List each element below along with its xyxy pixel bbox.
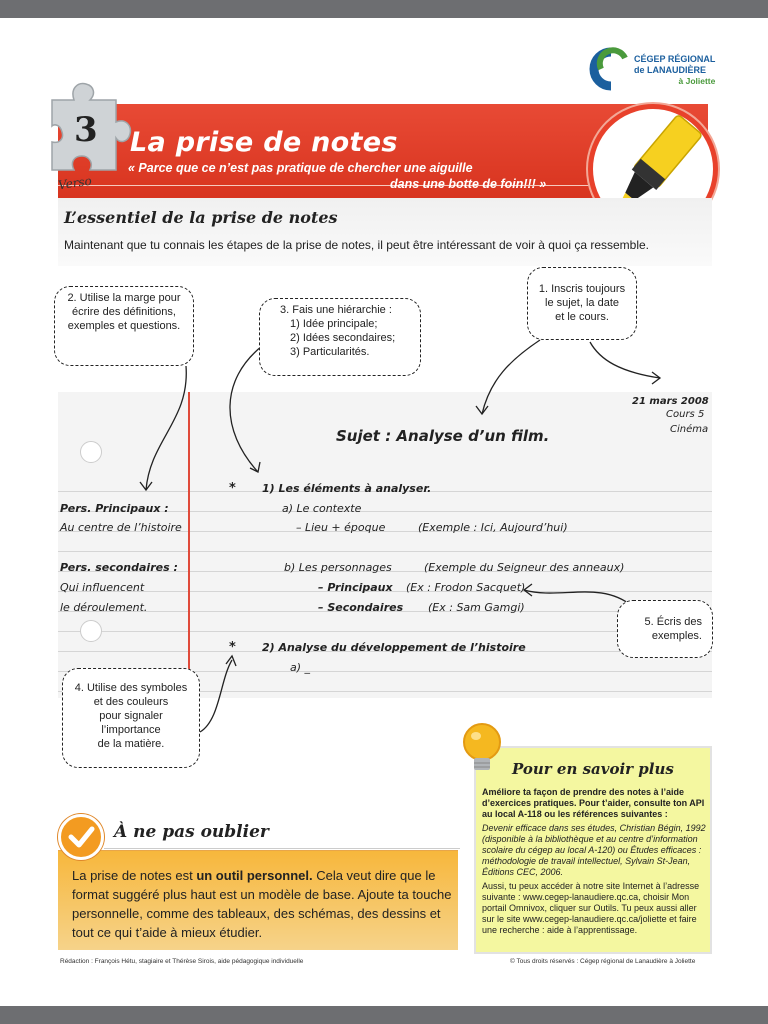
reminder-text [72, 866, 454, 942]
tip-bubble-5 [617, 600, 713, 658]
tip1-line: 1. Inscris toujours [538, 283, 626, 295]
checkmark-icon [61, 817, 101, 857]
tip5-line: 5. Écris des [644, 616, 702, 628]
tip1-line: et le cours. [555, 311, 609, 323]
tip-bubble-1 [527, 267, 637, 340]
note-secondaires-example: (Ex : Sam Gamgi) [428, 601, 525, 614]
tip-bubble-3 [259, 298, 421, 376]
tip3-line: 2) Idées secondaires; [290, 332, 396, 344]
reminder-badge [58, 814, 104, 860]
essentials-text: Maintenant que tu connais les étapes de la prise de notes, il peut être intéressant de voir à quoi ça ressemble. [64, 238, 650, 252]
note-heading-2: 2) Analyse du développement de l’histoire [262, 641, 526, 654]
tip3-line: 1) Idée principale; [290, 318, 378, 330]
tip2-line: écrire des définitions, [72, 306, 176, 318]
note-secondaires: – Secondaires [318, 601, 404, 614]
margin-note-5: le déroulement. [60, 601, 148, 614]
logo-line2: de LANAUDIÈRE [634, 65, 707, 75]
note-lieu: – Lieu + époque [296, 521, 386, 534]
tip3-line: 3. Fais une hiérarchie : [280, 304, 392, 316]
more-info-references: Devenir efficace dans ses études, Christian Bégin, 1992 (disponible à la bibliothèque et au centre d’information scolaire du cégep au local A-120) ou Études efficaces : méthodologie de travail intellectuel, Sylvain St-Jean, Éditions CEC, 2006. [482, 823, 706, 877]
bottom-bar [0, 1006, 768, 1024]
note-principaux: – Principaux [318, 581, 393, 594]
margin-note-1: Pers. Principaux : [60, 502, 169, 515]
verso-label: Verso [57, 173, 93, 193]
tip3-line: 3) Particularités. [290, 346, 370, 358]
margin-note-4: Qui influencent [60, 581, 145, 594]
note-principaux-example: (Ex : Frodon Sacquet) [406, 581, 526, 594]
footer-credits: Rédaction : François Hétu, stagiaire et Thérèse Sirois, aide pédagogique individuelle [60, 958, 304, 965]
tip2-line: exemples et questions. [67, 320, 181, 332]
star-symbol: * [229, 640, 236, 655]
tip4-line: 4. Utilise des symboles [74, 682, 188, 694]
note-b-example: (Exemple du Seigneur des anneaux) [424, 561, 625, 574]
note-b: b) Les personnages [284, 561, 392, 574]
reminder-text-a: La prise de notes est [72, 868, 197, 883]
more-info-title: Pour en savoir plus [512, 760, 674, 778]
page-title: La prise de notes [130, 127, 398, 158]
logo-line1: CÉGEP RÉGIONAL [634, 54, 716, 64]
footer-copyright: © Tous droits réservés : Cégep régional de Lanaudière à Joliette [510, 958, 696, 965]
tip4-line: l’importance [101, 724, 161, 736]
tip4-line: et des couleurs [93, 696, 169, 708]
note-heading-1: 1) Les éléments à analyser. [262, 482, 432, 495]
tip-bubble-4 [62, 668, 200, 768]
note-lieu-example: (Exemple : Ici, Aujourd’hui) [418, 521, 568, 534]
reminder-text-b: Cela veut dire que le format suggéré plus haut est un modèle de base. Ajoute ta touche personnelle, comme des tableaux, des schémas, des dessins et tout ce qui t’aide à mieux étudier. [72, 868, 452, 940]
tip4-line: pour signaler [99, 710, 163, 722]
tip2-line: 2. Utilise la marge pour [67, 292, 181, 304]
note-a2: a) _ [290, 661, 311, 674]
margin-note-2: Au centre de l’histoire [60, 521, 182, 534]
essentials-title: L’essentiel de la prise de notes [64, 208, 338, 227]
more-info-website: Aussi, tu peux accéder à notre site Internet à l’adresse suivante : www.cegep-lanaudiere.qc.ca, choisir Mon portail Omnivox, cliquer sur Outils. Tu peux aussi aller sur le site www.cegep-lanaudiere.qc.ca/joliette et faire une recherche : aide à l’apprentissage. [482, 881, 700, 935]
reminder-underline [104, 848, 460, 849]
note-course: Cours 5 [666, 409, 705, 420]
reminder-title: À ne pas oublier [114, 822, 269, 842]
reminder-text-bold: un outil personnel. [196, 868, 313, 883]
subtitle-line2: dans une botte de foin!!! » [390, 177, 547, 191]
margin-note-3: Pers. secondaires : [60, 561, 178, 574]
section-number: 3 [74, 110, 98, 150]
logo-line3: à Joliette [678, 76, 716, 86]
tip-bubble-2 [54, 286, 194, 366]
more-info-lead: Améliore ta façon de prendre des notes à l’aide d’exercices pratiques. Pour t’aider, consulte ton API au local A-118 ou les références suivantes : [482, 787, 705, 819]
note-subject-area: Cinéma [670, 424, 709, 435]
subtitle-line1: « Parce que ce n’est pas pratique de chercher une aiguille [128, 161, 473, 175]
tip1-line: le sujet, la date [545, 297, 619, 309]
tip4-line: de la matière. [97, 738, 165, 750]
tip5-line: exemples. [651, 630, 702, 642]
lightbulb-icon [460, 722, 504, 778]
note-subject: Sujet : Analyse d’un film. [336, 427, 550, 445]
star-symbol: * [229, 481, 236, 496]
note-date: 21 mars 2008 [632, 396, 709, 407]
note-a: a) Le contexte [282, 502, 362, 515]
